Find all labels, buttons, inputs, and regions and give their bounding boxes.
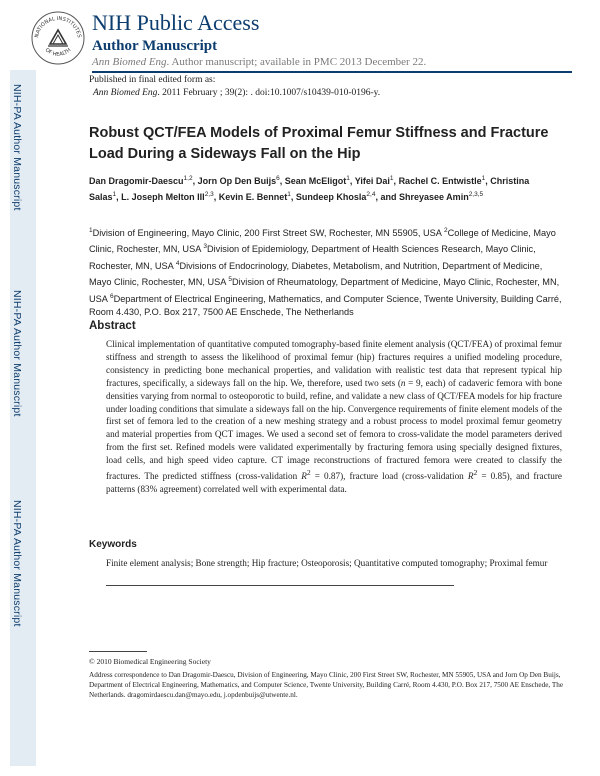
availability-journal: Ann Biomed Eng (92, 56, 167, 68)
affiliation-number: 2 (443, 227, 448, 234)
author-name: Shreyasee Amin (398, 192, 469, 202)
affiliation-text: Division of Epidemiology, Department of Health Sciences Research, Mayo Clinic, Rochester, MN, USA (89, 244, 536, 271)
abstract-r-exponent: 2 (306, 468, 311, 478)
author-aff: 6 (276, 175, 280, 182)
footer-rule (89, 651, 147, 652)
author-name: Kevin E. Bennet (218, 192, 288, 202)
abstract-heading: Abstract (89, 320, 136, 332)
keywords-heading: Keywords (89, 539, 137, 550)
article-title: Robust QCT/FEA Models of Proximal Femur Stiffness and Fracture Load During a Sideways Fall on the Hip (89, 125, 549, 162)
abstract-n-variable: n (400, 377, 406, 388)
author-aff: 1,2 (183, 175, 193, 182)
keywords-list: Finite element analysis; Bone strength; Hip fracture; Osteoporosis; Quantitative computed tomography; Proximal femur (106, 558, 548, 568)
author-aff: 2,3,5 (468, 191, 484, 198)
abstract-text-1: Clinical implementation of quantitative computed tomography-based finite element analysis (QCT/FEA) of proximal femur stiffness and strength to assess the likelihood of proximal femur (hip) fractures requires a unified modeling procedure, consistency in predicting bone mechanical properties, and validation with realistic test data that represent typical hip fractures, specifically, a sideways fall on the hip. We, therefore, used two sets ( (106, 339, 562, 388)
availability-text: . Author manuscript; available in PMC 2013 December 22. (166, 56, 427, 68)
affiliation-number: 5 (228, 276, 233, 284)
side-label-text: NIH-PA Author Manuscript (11, 290, 23, 417)
author-name: Dan Dragomir-Daescu (89, 176, 184, 186)
affiliation-text: Division of Rheumatology, Department of Medicine, Mayo Clinic, Rochester, MN, USA (89, 277, 560, 304)
abstract-text-3: = 0.87), fracture load (cross-validation (310, 471, 468, 482)
citation-journal: Ann Biomed Eng (93, 88, 158, 98)
availability-line (92, 56, 426, 69)
author-name: Christina Salas (89, 176, 530, 202)
nih-seal-logo (30, 10, 86, 66)
copyright-notice: © 2010 Biomedical Engineering Society (89, 657, 211, 666)
author-name: Yifei Dai (354, 176, 390, 186)
author-name: L. Joseph Melton III (121, 192, 205, 202)
affiliation-number: 6 (109, 292, 114, 300)
author-name: Jorn Op Den Buijs (197, 176, 277, 186)
author-name: Rachel C. Entwistle (398, 176, 482, 186)
svg-text:OF HEALTH: OF HEALTH (43, 47, 73, 58)
correspondence-note: Address correspondence to Dan Dragomir-Daescu, Division of Engineering, Mayo Clinic, 200 First Street SW, Rochester, MN 55905, USA and Jorn Op Den Buijs, Department of Electrical Engineering, Mathematics, and Computer Science, Twente University, Building Carré, Room 4.430, P.O. Box 217, 7500 AE Enschede, The Netherlands. dragomirdaescu.dan@mayo.edu, j.opdenbuijs@utwente.nl. (89, 671, 564, 699)
author-aff: 2,3 (204, 191, 214, 198)
affiliation-number: 3 (203, 243, 207, 251)
abstract-text-4: = 0.85), and fracture patterns (83% agreement) correlated well with experimental data. (106, 471, 562, 495)
author-aff: 1 (112, 191, 117, 198)
published-label: Published in final edited form as: (89, 75, 216, 85)
published-in-block (89, 74, 380, 100)
abstract-r-variable: R (301, 471, 307, 482)
abstract-body (106, 338, 562, 496)
header-rule (92, 71, 572, 73)
affiliation-number: 1 (89, 227, 93, 234)
author-manuscript-label: Author Manuscript (92, 38, 218, 54)
side-label-text: NIH-PA Author Manuscript (11, 84, 23, 211)
abstract-r-exponent: 2 (473, 468, 478, 478)
abstract-r-variable: R (467, 471, 474, 482)
author-aff: 1 (481, 175, 486, 182)
affiliation-text: College of Medicine, Mayo Clinic, Rochester, MN, USA (89, 228, 556, 255)
author-name: Sean McEligot (284, 176, 347, 186)
citation-details: . 2011 February ; 39(2): . doi:10.1007/s10439-010-0196-y. (157, 88, 381, 98)
affiliation-text: Division of Engineering, Mayo Clinic, 200 First Street SW, Rochester, MN 55905, USA (92, 228, 444, 239)
author-aff: 1 (389, 175, 394, 182)
affiliation-text: Department of Electrical Engineering, Mathematics, and Computer Science, Twente University, Building Carré, Room 4.430, P.O. Box 217, 7500 AE Enschede, The Netherlands (89, 293, 562, 318)
author-name: Sundeep Khosla (295, 192, 367, 202)
svg-text:NATIONAL INSTITUTES: NATIONAL INSTITUTES (34, 15, 82, 39)
author-aff: 1 (287, 191, 291, 198)
nih-public-access-title: NIH Public Access (92, 10, 260, 35)
side-label-text: NIH-PA Author Manuscript (11, 500, 23, 627)
author-aff: 1 (346, 175, 350, 182)
affiliations (89, 224, 565, 320)
affiliation-number: 4 (175, 259, 180, 267)
author-list: Dan Dragomir-Daescu$^{1,2}$, Jorn Op Den Buijs$^6$, Sean McEligot$^1$, Yifei Dai$^1$, Rachel C. Entwistle$^1$, Christina Salas$^1$, L. Joseph Melton III$^{2,3}$, Kevin E. Bennet$^1$, Sundeep Khosla$^{2,4}$, and Shreyasee Amin$^{2,3,5}$ (89, 175, 530, 202)
affiliation-text: Divisions of Endocrinology, Diabetes, Metabolism, and Nutrition, Department of Medicine, Mayo Clinic, Rochester, MN, USA (89, 261, 543, 288)
citation (89, 87, 380, 100)
keywords-rule (106, 585, 454, 586)
abstract-text-2: = 9, each) of cadaveric femora with bone densities varying from normal to osteoporotic to build, refine, and validate a new class of QCT/FEA models for hip fracture under loading conditions that simulate a sideways fall on the hip. Convergence requirements of finite element models of the first set of femora led to the creation of a new meshing strategy and a robust process to model proximal femur geometry and material properties from QCT images. We used a second set of femora to cross-validate the model parameters derived from the first set. Refined models were validated experimentally by fracturing femora using specially designed fixtures, load cells, and high speed video capture. CT image reconstructions of fractured femora were created to classify the fractures. The predicted stiffness (cross-validation (106, 377, 562, 482)
author-aff: 2,4 (366, 191, 376, 198)
